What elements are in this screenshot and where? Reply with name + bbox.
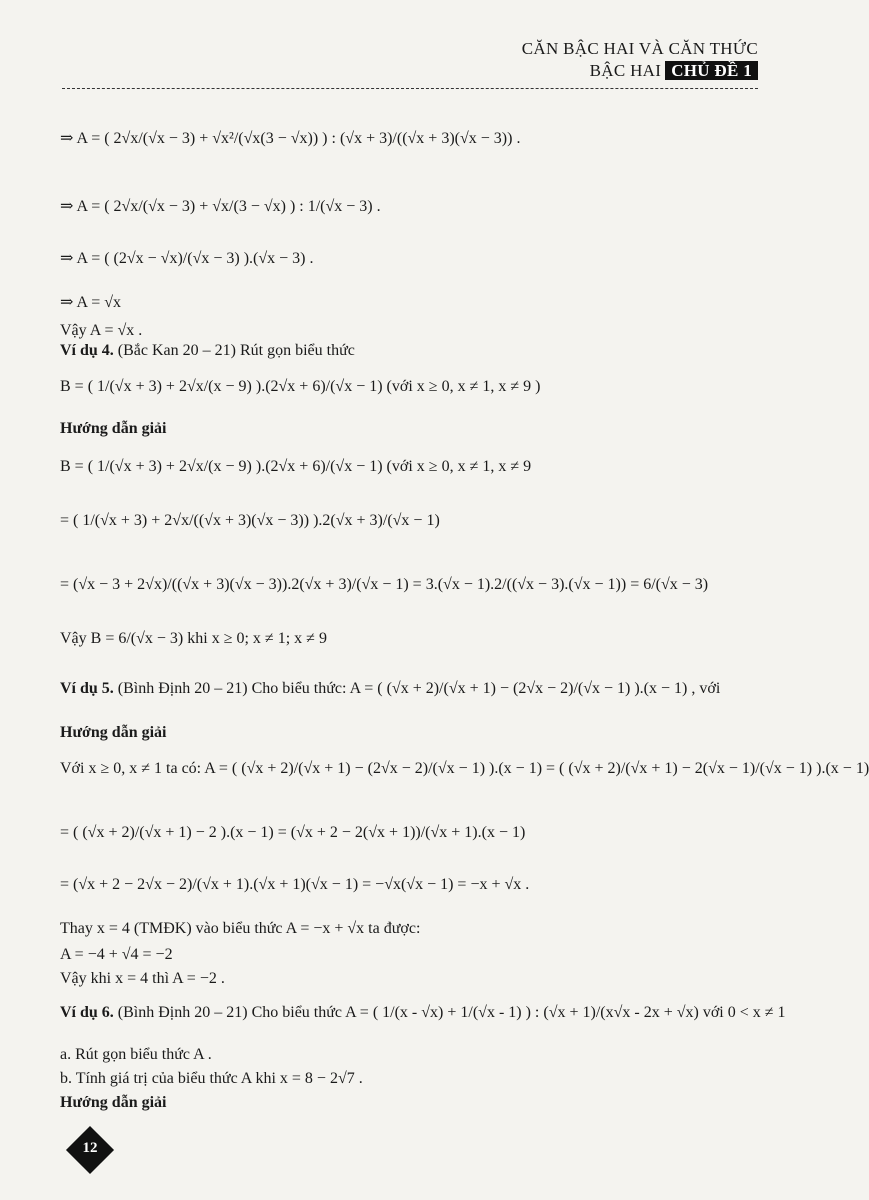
text-line xyxy=(60,970,225,988)
example-label: Ví dụ 5. xyxy=(60,680,118,697)
line-content: Vậy A = √x . xyxy=(60,322,143,339)
text-line xyxy=(60,630,327,648)
text-line xyxy=(60,342,355,360)
text-line xyxy=(60,824,525,842)
line-content: B = ( 1/(√x + 3) + 2√x/(x − 9) ).(2√x + 6)/(√x − 1) (với x ≥ 0, x ≠ 1, x ≠ 9 xyxy=(60,458,532,475)
text-line xyxy=(60,248,313,268)
line-content: = (√x − 3 + 2√x)/((√x + 3)(√x − 3)).2(√x + 3)/(√x − 1) = 3.(√x − 1).2/((√x − 3).(√x − 1)) = 6/(√x − 3) xyxy=(60,576,709,593)
line-content: (Bắc Kan 20 – 21) Rút gọn biểu thức xyxy=(117,342,355,359)
header-divider xyxy=(62,88,758,89)
text-line xyxy=(60,876,529,894)
text-line xyxy=(60,1004,786,1022)
line-content: Với x ≥ 0, x ≠ 1 ta có: A = ( (√x + 2)/(√x + 1) − (2√x − 2)/(√x − 1) ).(x − 1) = ( (√x + 2)/(√x + 1) − 2(√x − 1)/(√x − 1) ).(x − 1) xyxy=(60,760,869,777)
example-label: Ví dụ 6. xyxy=(60,1004,118,1021)
text-line xyxy=(60,724,167,742)
line-content: (Bình Định 20 – 21) Cho biểu thức: A = ( (√x + 2)/(√x + 1) − (2√x − 2)/(√x − 1) ).(x − 1) , với xyxy=(117,680,721,697)
text-line xyxy=(60,322,142,340)
text-line xyxy=(60,1070,363,1088)
section-heading: Hướng dẫn giải xyxy=(60,1094,167,1111)
text-line xyxy=(60,292,121,312)
line-content: = ( (√x + 2)/(√x + 1) − 2 ).(x − 1) = (√x + 2 − 2(√x + 1))/(√x + 1).(x − 1) xyxy=(60,824,526,841)
text-line xyxy=(60,1094,167,1112)
text-line xyxy=(60,378,540,396)
text-line xyxy=(60,458,531,476)
line-content: a. Rút gọn biểu thức A . xyxy=(60,1046,212,1063)
text-line xyxy=(60,946,173,964)
section-heading: Hướng dẫn giải xyxy=(60,420,167,437)
header-title-line1: CĂN BẬC HAI VÀ CĂN THỨC xyxy=(521,39,758,58)
line-content: Vậy khi x = 4 thì A = −2 . xyxy=(60,970,225,987)
text-line xyxy=(60,420,167,438)
line-content: = ( 1/(√x + 3) + 2√x/((√x + 3)(√x − 3)) ).2(√x + 3)/(√x − 1) xyxy=(60,512,440,529)
text-line xyxy=(60,196,381,216)
line-content: b. Tính giá trị của biểu thức A khi x = 8 − 2√7 . xyxy=(60,1070,363,1087)
section-heading: Hướng dẫn giải xyxy=(60,724,167,741)
line-content: ⇒ A = √x xyxy=(60,294,121,311)
text-line xyxy=(60,760,869,778)
chapter-chip: CHỦ ĐỀ 1 xyxy=(665,61,758,80)
line-content: ⇒ A = ( 2√x/(√x − 3) + √x²/(√x(3 − √x)) ) : (√x + 3)/((√x + 3)(√x − 3)) . xyxy=(60,130,521,147)
chapter-header xyxy=(522,38,758,82)
text-line xyxy=(60,920,420,938)
line-content: Thay x = 4 (TMĐK) vào biểu thức A = −x + √x ta được: xyxy=(60,920,421,937)
line-content: A = −4 + √4 = −2 xyxy=(60,946,173,963)
line-content: ⇒ A = ( 2√x/(√x − 3) + √x/(3 − √x) ) : 1/(√x − 3) . xyxy=(60,198,381,215)
line-content: (Bình Định 20 – 21) Cho biểu thức A = ( 1/(x - √x) + 1/(√x - 1) ) : (√x + 1)/(x√x - 2x + √x) với 0 < x ≠ 1 xyxy=(117,1004,786,1021)
text-line xyxy=(60,680,720,698)
line-content: Vậy B = 6/(√x − 3) khi x ≥ 0; x ≠ 1; x ≠ 9 xyxy=(60,630,327,647)
text-line xyxy=(60,1046,212,1064)
header-title-line2: BẬC HAI CHỦ ĐỀ 1 xyxy=(522,60,758,82)
text-line xyxy=(60,576,708,594)
line-content: B = ( 1/(√x + 3) + 2√x/(x − 9) ).(2√x + 6)/(√x − 1) (với x ≥ 0, x ≠ 1, x ≠ 9 ) xyxy=(60,378,541,395)
line-content: = (√x + 2 − 2√x − 2)/(√x + 1).(√x + 1)(√x − 1) = −√x(√x − 1) = −x + √x . xyxy=(60,876,530,893)
example-label: Ví dụ 4. xyxy=(60,342,118,359)
text-line xyxy=(60,128,520,148)
page-number-badge xyxy=(66,1126,114,1174)
text-line xyxy=(60,512,440,530)
line-content: ⇒ A = ( (2√x − √x)/(√x − 3) ).(√x − 3) . xyxy=(60,250,314,267)
page-number: 12 xyxy=(82,1140,98,1156)
